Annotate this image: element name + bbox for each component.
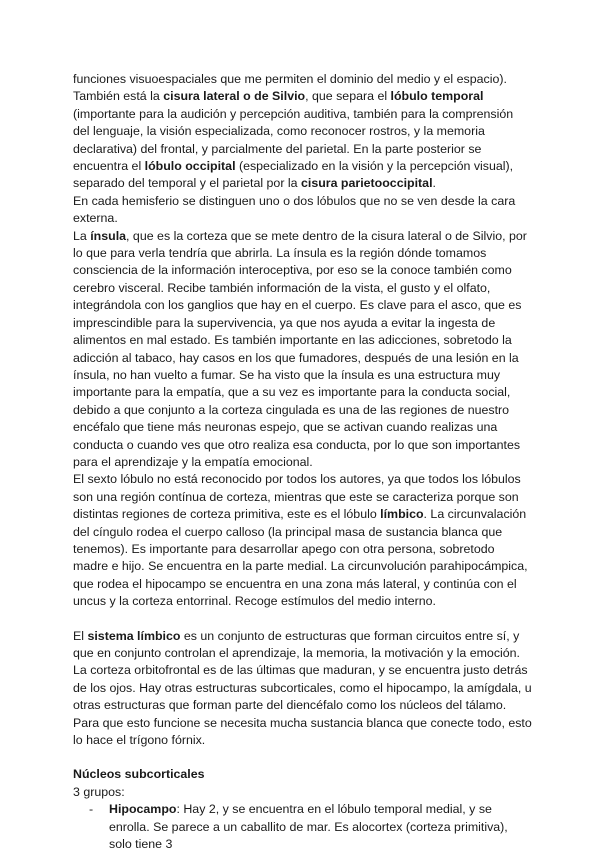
- term-lobulo-temporal: lóbulo temporal: [390, 89, 484, 104]
- list-item: - Hipocampo: Hay 2, y se encuentra en el lóbulo temporal medial, y se enrolla. Se parece a un caballito de mar. Es alocortex (corteza primitiva), solo tiene 3: [89, 802, 508, 852]
- paragraph-lobes: funciones visuoespaciales que me permiten el dominio del medio y el espacio). También está la cisura lateral o de Silvio, que separa el lóbulo temporal (importante para la audición y percepción auditiva, también para la comprensión del lenguaje, la visión especializada, como reconocer rostros, y la memoria declarativa) del frontal, y parcialmente del parietal. En la parte posterior se encuentra el lóbulo occipital (especializado en la visión y la percepción visual), separado del temporal y el parietal por la cisura parietooccipital.: [73, 72, 514, 191]
- term-cisura-parietooccipital: cisura parietooccipital: [300, 176, 433, 191]
- nuclei-list: [73, 801, 533, 853]
- groups-line: 3 grupos:: [73, 784, 125, 799]
- document-page: [73, 71, 533, 853]
- section-heading: Núcleos subcorticales: [73, 767, 205, 782]
- paragraph-limbic-system: El sistema límbico es un conjunto de estructuras que forman circuitos entre sí, y que en conjunto controlan el aprendizaje, la memoria, la motivación y la emoción. La corteza orbitofrontal es de las últimas que maduran, y se encuentra justo detrás de los ojos. Hay otras estructuras subcorticales, como el hipocampo, la amígdala, u otras estructuras que forman parte del diencéfalo como los núcleos del tálamo. Para que esto funcione se necesita mucha sustancia blanca que conecte todo, esto lo hace el trígono fórnix.: [73, 628, 532, 748]
- paragraph-hidden-lobes: En cada hemisferio se distinguen uno o dos lóbulos que no se ven desde la cara externa.: [73, 193, 516, 226]
- term-hipocampo: Hipocampo: [109, 802, 177, 817]
- term-insula: ínsula: [90, 228, 127, 243]
- list-bullet: -: [89, 802, 94, 817]
- term-cisura-lateral: cisura lateral o de Silvio: [163, 89, 306, 104]
- paragraph-insula: La ínsula, que es la corteza que se mete dentro de la cisura lateral o de Silvio, por lo que para verla tendría que abrirla. La ínsula es la región dónde tomamos consciencia de la información interoceptiva, por eso se la conoce también como cerebro visceral. Recibe también información de la vista, el gusto y el olfato, integrándola con los ganglios que hay en el cuerpo. Es clave para el asco, que es imprescindible para la supervivencia, ya que nos ayuda a evitar la ingesta de alimentos en mal estado. Es también importante en las adicciones, sobretodo la adicción al tabaco, hay casos en los que fumadores, después de una lesión en la ínsula, no han vuelto a fumar. Se ha visto que la ínsula es una estructura muy importante para la empatía, que a su vez es importante para la conducta social, debido a que conjunto a la corteza cingulada es una de las regiones de nuestro encéfalo que tiene más neuronas espejo, que se activan cuando realizas una conducta o cuando ves que otro realiza esa conducta, por lo que son importantes para el aprendizaje y la empatía emocional.: [73, 228, 527, 469]
- paragraph-limbic-lobe: El sexto lóbulo no está reconocido por todos los autores, ya que todos los lóbulos son una región contínua de corteza, mientras que este se caracteriza porque son distintas regiones de corteza primitiva, este es el lóbulo límbico. La circunvalación del cíngulo rodea el cuerpo calloso (la principal masa de sustancia blanca que tenemos). Es importante para desarrollar apego con otra persona, sobretodo madre e hijo. Se encuentra en la parte medial. La circunvolución parahipocámpica, que rodea el hipocampo se encuentra en una zona más lateral, y continúa con el uncus y la corteza entorrinal. Recoge estímulos del medio interno.: [73, 472, 528, 609]
- term-sistema-limbico: sistema límbico: [87, 628, 181, 643]
- paragraph-spacer: [73, 749, 533, 766]
- paragraph-spacer: [73, 611, 533, 628]
- term-lobulo-occipital: lóbulo occipital: [144, 159, 236, 174]
- term-limbico: límbico: [380, 507, 424, 522]
